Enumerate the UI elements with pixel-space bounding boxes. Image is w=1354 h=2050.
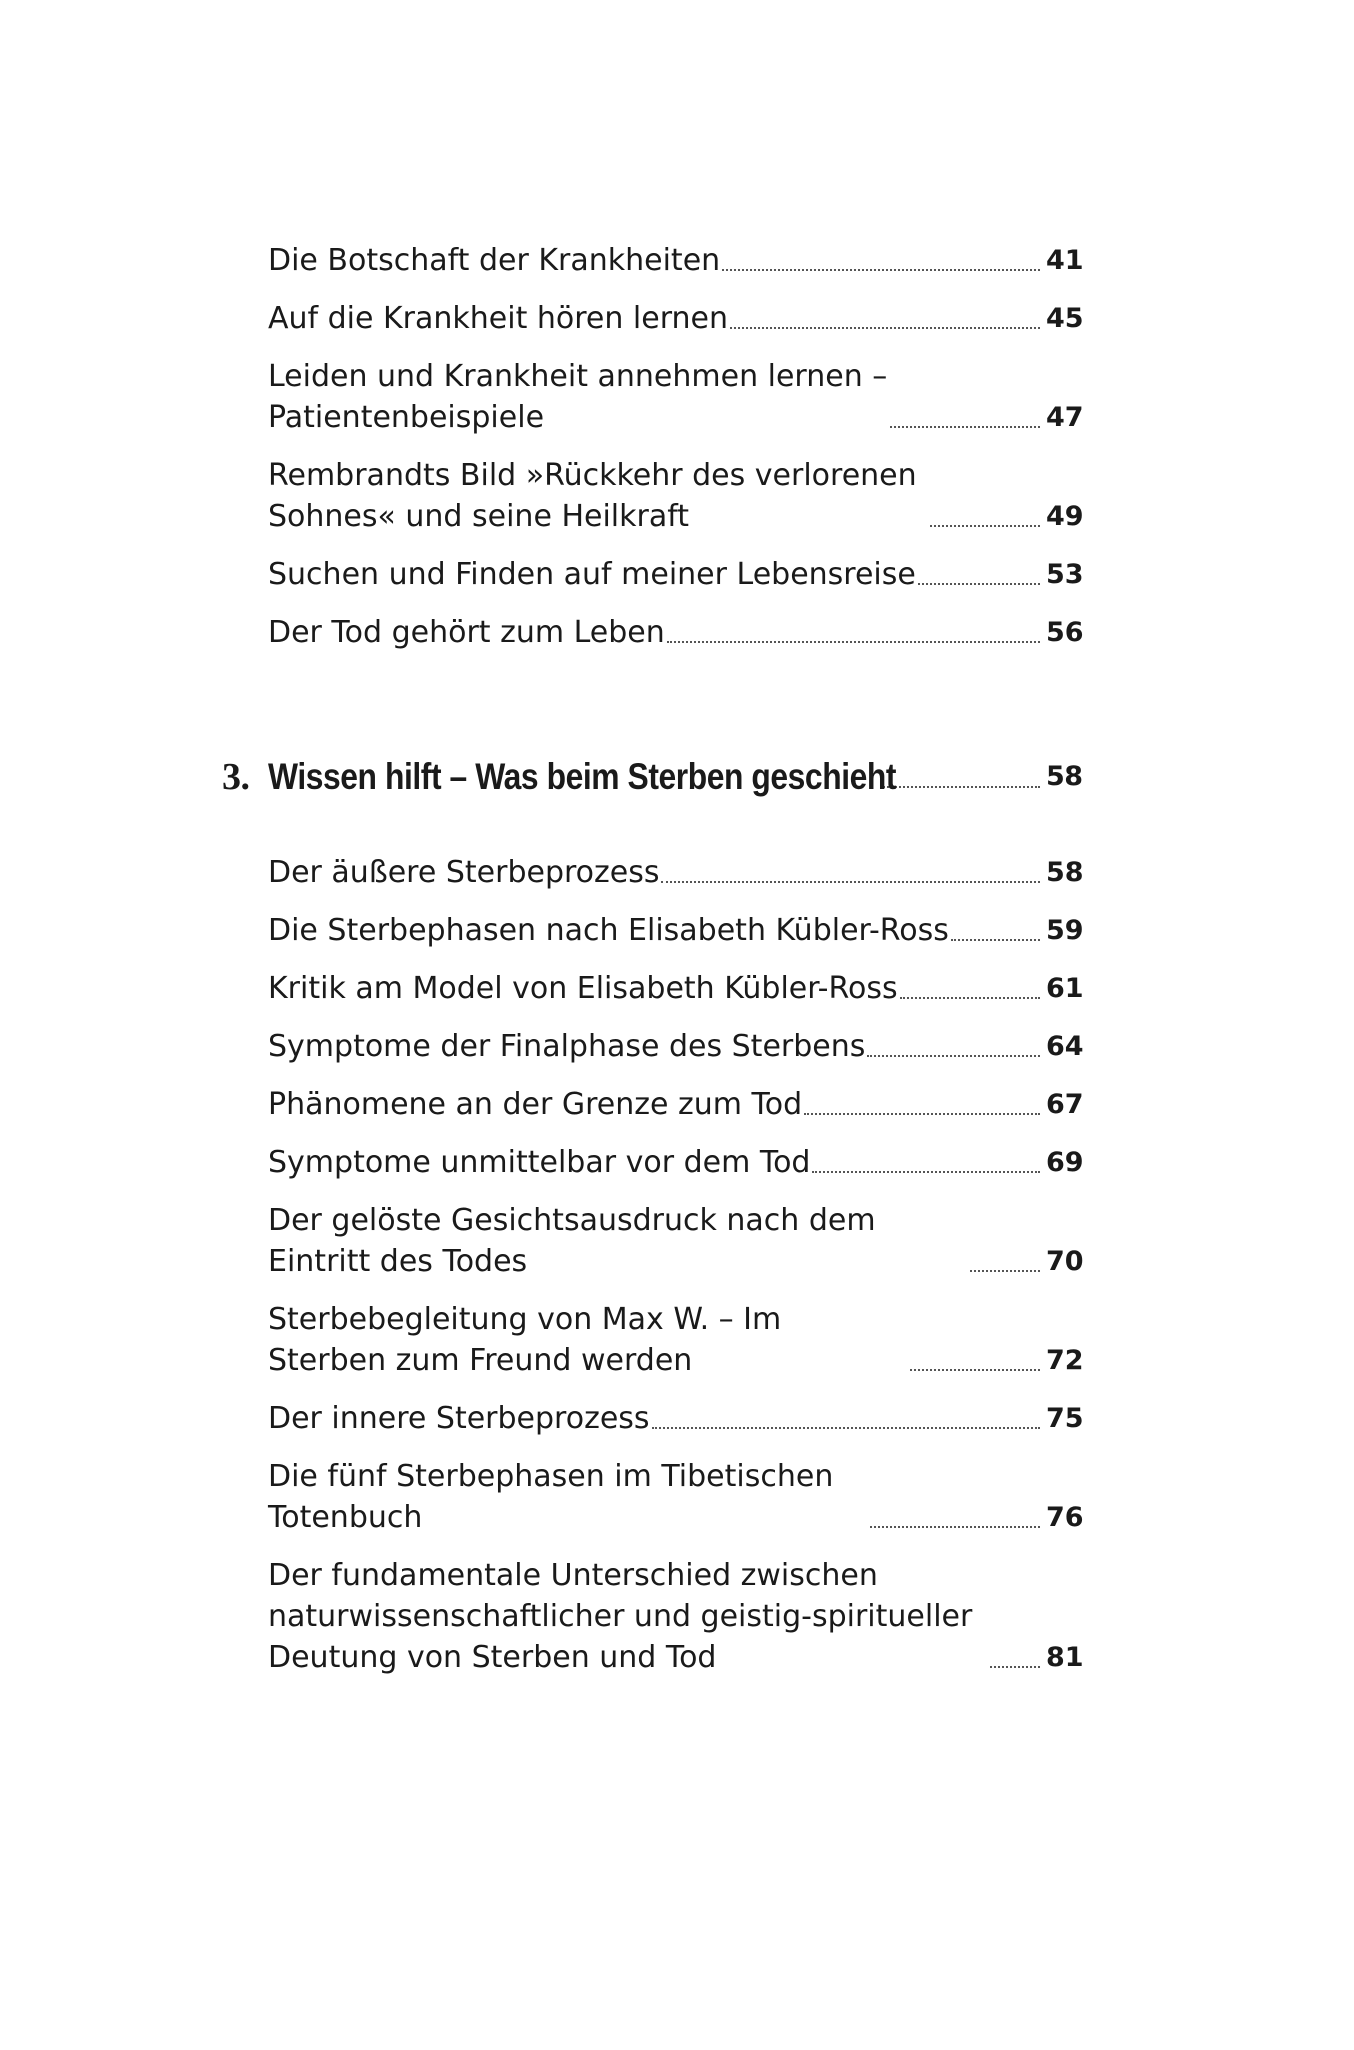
toc-entry-page: 53	[1046, 559, 1084, 590]
toc-entry-title: Die Sterbephasen nach Elisabeth Kübler-Ross	[268, 913, 949, 948]
toc-entry-page: 72	[1046, 1345, 1084, 1376]
toc-entry-page: 41	[1046, 245, 1084, 276]
toc-entry-title: Auf die Krankheit hören lernen	[268, 301, 729, 336]
table-of-contents	[222, 240, 1084, 1695]
toc-entry	[268, 1142, 1084, 1183]
toc-entry-title: Sterbebegleitung von Max W. – Im Sterben zum Freund werden	[268, 1302, 782, 1378]
toc-entry-title: Symptome unmittelbar vor dem Tod	[268, 1145, 811, 1180]
toc-entry	[268, 298, 1084, 339]
dot-leader	[652, 1427, 1040, 1429]
toc-entry	[268, 455, 1084, 537]
dot-leader	[910, 1369, 1040, 1371]
dot-leader	[900, 997, 1040, 999]
toc-entry	[268, 1200, 1084, 1282]
toc-entry-title: Der Tod gehört zum Leben	[268, 615, 665, 650]
dot-leader	[918, 583, 1040, 585]
toc-entry	[268, 612, 1084, 653]
toc-entry	[268, 1398, 1084, 1439]
dot-leader	[730, 327, 1040, 329]
toc-entry-title: Suchen und Finden auf meiner Lebensreise	[268, 557, 916, 592]
toc-entry-page: 49	[1046, 501, 1084, 532]
toc-entry-page: 70	[1046, 1246, 1084, 1277]
toc-entry-title: Die fünf Sterbephasen im Tibetischen Totenbuch	[268, 1459, 834, 1535]
toc-entry-page: 69	[1046, 1147, 1084, 1178]
chapter-heading	[222, 754, 1083, 800]
toc-entry-page: 61	[1046, 973, 1084, 1004]
toc-entry-page: 64	[1046, 1031, 1084, 1062]
dot-leader	[804, 1113, 1040, 1115]
toc-entry-title: Die Botschaft der Krankheiten	[268, 243, 721, 278]
toc-entry-page: 56	[1046, 617, 1084, 648]
toc-entry-page: 76	[1046, 1502, 1084, 1533]
toc-entry	[268, 1084, 1084, 1125]
toc-entry-title: Leiden und Krankheit annehmen lernen – Patientenbeispiele	[268, 359, 888, 435]
toc-entry-page: 75	[1046, 1403, 1084, 1434]
chapter-number: 3.	[222, 756, 250, 798]
toc-entry	[268, 968, 1084, 1009]
dot-leader	[990, 1666, 1040, 1668]
dot-leader	[667, 641, 1040, 643]
dot-leader	[661, 881, 1040, 883]
dot-leader	[951, 939, 1040, 941]
toc-entry-title: Symptome der Finalphase des Sterbens	[268, 1029, 866, 1064]
dot-leader	[870, 1526, 1040, 1528]
chapter-title: Wissen hilft – Was beim Sterben geschieht	[268, 756, 897, 797]
chapter-page: 58	[1046, 761, 1083, 792]
toc-entry-page: 45	[1046, 303, 1084, 334]
dot-leader	[867, 1055, 1040, 1057]
toc-entry-page: 47	[1046, 402, 1084, 433]
toc-entry	[268, 1299, 1084, 1381]
toc-entry-title: Der fundamentale Unterschied zwischen naturwissenschaftlicher und geistig-spiritueller Deutung von Sterben und Tod	[268, 1558, 973, 1675]
toc-entry	[268, 1026, 1084, 1067]
dot-leader	[722, 269, 1040, 271]
dot-leader	[970, 1270, 1040, 1272]
dot-leader	[812, 1171, 1040, 1173]
toc-entry-page: 59	[1046, 915, 1084, 946]
toc-entry-title: Phänomene an der Grenze zum Tod	[268, 1087, 803, 1122]
toc-entry-page: 58	[1046, 857, 1084, 888]
toc-entry	[268, 1456, 1084, 1538]
toc-entry-title: Der äußere Sterbeprozess	[268, 855, 660, 890]
toc-entry-title: Der gelöste Gesichtsausdruck nach dem Eintritt des Todes	[268, 1203, 876, 1279]
toc-entry	[268, 1555, 1084, 1678]
dot-leader	[890, 426, 1040, 428]
toc-entry-page: 67	[1046, 1089, 1084, 1120]
toc-entry	[268, 356, 1084, 438]
toc-entry-title: Der innere Sterbeprozess	[268, 1401, 650, 1436]
toc-entry-page: 81	[1046, 1642, 1084, 1673]
toc-entry	[268, 554, 1084, 595]
toc-entry	[268, 240, 1084, 281]
dot-leader	[880, 786, 1040, 788]
dot-leader	[930, 525, 1040, 527]
toc-entry-title: Rembrandts Bild »Rückkehr des verlorenen Sohnes« und seine Heilkraft	[268, 458, 917, 534]
toc-entry	[268, 910, 1084, 951]
toc-entry	[268, 852, 1084, 893]
toc-entry-title: Kritik am Model von Elisabeth Kübler-Ross	[268, 971, 898, 1006]
